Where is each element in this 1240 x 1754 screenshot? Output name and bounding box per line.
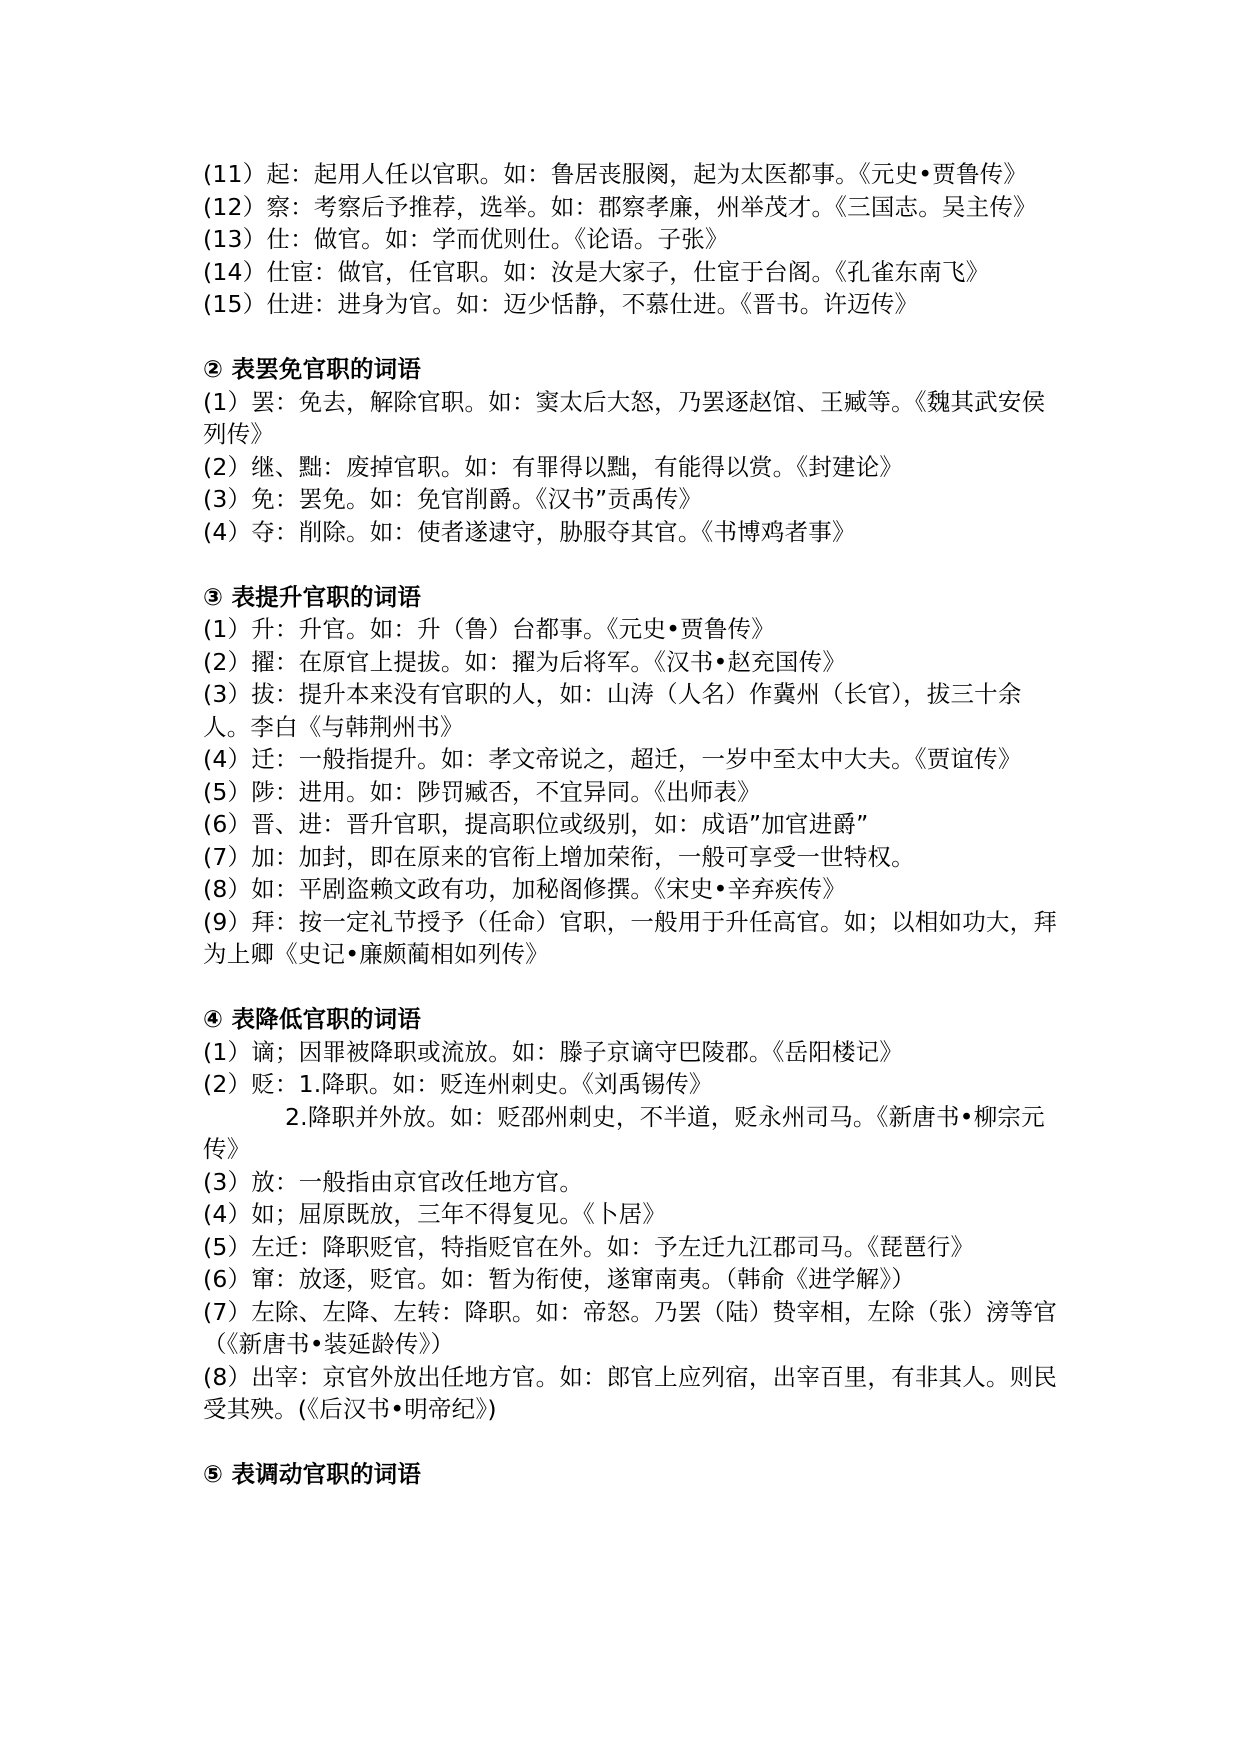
entry-line: (1）罢：免去，解除官职。如：窦太后大怒，乃罢逐赵馆、王臧等。《魏其武安侯列传》 (203, 387, 1046, 448)
entry-line: (7）左除、左降、左转：降职。如：帝怒。乃罢（陆）贽宰相，左除（张）滂等官（《新唐书•装延龄传》） (203, 1297, 1058, 1358)
entry-line: (3）放：一般指由京官改任地方官。 (203, 1167, 584, 1196)
entry-line: (8）如：平剧盗赖文政有功，加秘阁修撰。《宋史•辛弃疾传》 (203, 875, 847, 903)
section-demotion (203, 1003, 1063, 1426)
section-heading: ⑤ 表调动官职的词语 (203, 1460, 422, 1488)
entry-line: (7）加：加封，即在原来的官衔上增加荣衔，一般可享受一世特权。 (203, 842, 915, 871)
document-body (203, 158, 1063, 1491)
entry-line: (5）左迁：降职贬官，特指贬官在外。如：予左迁九江郡司马。《琵琶行》 (203, 1232, 975, 1261)
entry-line: (3）免：罢免。如：免官削爵。《汉书”贡禹传》 (203, 485, 703, 513)
entry-line: (4）如；屈原既放，三年不得复见。《卜居》 (203, 1200, 667, 1228)
entry-line: (15）仕进：进身为官。如：迈少恬静，不慕仕进。《晋书。许迈传》 (203, 290, 919, 318)
entry-line: (13）仕：做官。如：学而优则仕。《论语。子张》 (203, 225, 729, 253)
entry-line: (1）升：升官。如：升（鲁）台都事。《元史•贾鲁传》 (203, 615, 775, 643)
section-appointment-continued (203, 158, 1063, 321)
entry-line: (4）迁：一般指提升。如：孝文帝说之，超迁，一岁中至太中大夫。《贾谊传》 (203, 745, 1022, 773)
entry-line: (14）仕宦：做官，任官职。如：汝是大家子，仕宦于台阁。《孔雀东南飞》 (203, 257, 990, 286)
entry-line: (9）拜：按一定礼节授予（任命）官职，一般用于升任高官。如；以相如功大，拜为上卿《史记•廉颇蔺相如列传》 (203, 907, 1058, 968)
section-heading: ③ 表提升官职的词语 (203, 582, 422, 611)
section-dismissal (203, 353, 1063, 548)
entry-line: (6）晋、进：晋升官职，提高职位或级别，如：成语”加官进爵” (203, 810, 869, 838)
entry-line: (12）察：考察后予推荐，选举。如：郡察孝廉，州举茂才。《三国志。吴主传》 (203, 192, 1037, 221)
entry-line: (2）擢：在原官上提拔。如：擢为后将军。《汉书•赵充国传》 (203, 647, 847, 676)
entry-line: (2）贬：1.降职。如：贬连州刺史。《刘禹锡传》 (203, 1070, 713, 1098)
entry-line: (3）拔：提升本来没有官职的人，如：山涛（人名）作冀州（长官），拔三十余人。李白《与韩荆州书》 (203, 680, 1022, 741)
section-heading: ④ 表降低官职的词语 (203, 1005, 422, 1033)
entry-line: (8）出宰：京官外放出任地方官。如：郎官上应列宿，出宰百里，有非其人。则民受其殃。(《后汉书•明帝纪》) (203, 1362, 1058, 1423)
entry-line: (5）陟：进用。如：陟罚臧否，不宜异同。《出师表》 (203, 777, 761, 806)
entry-line: (6）窜：放逐，贬官。如：暂为衔使，遂窜南夷。（韩俞《进学解》） (203, 1265, 916, 1293)
entry-line: (2）继、黜：废掉官职。如：有罪得以黜，有能得以赏。《封建论》 (203, 452, 904, 481)
section-promotion (203, 581, 1063, 971)
entry-subline: 2.降职并外放。如：贬邵州刺史，不半道，贬永州司马。《新唐书•柳宗元传》 (203, 1102, 1045, 1163)
entry-line: (11）起：起用人任以官职。如：鲁居丧服阕，起为太医都事。《元史•贾鲁传》 (203, 160, 1028, 188)
entry-line: (1）谪；因罪被降职或流放。如：滕子京谪守巴陵郡。《岳阳楼记》 (203, 1037, 904, 1066)
entry-line: (4）夺：削除。如：使者遂逮守，胁服夺其官。《书博鸡者事》 (203, 517, 856, 546)
section-heading: ② 表罢免官职的词语 (203, 355, 422, 383)
section-transfer (203, 1458, 1063, 1491)
